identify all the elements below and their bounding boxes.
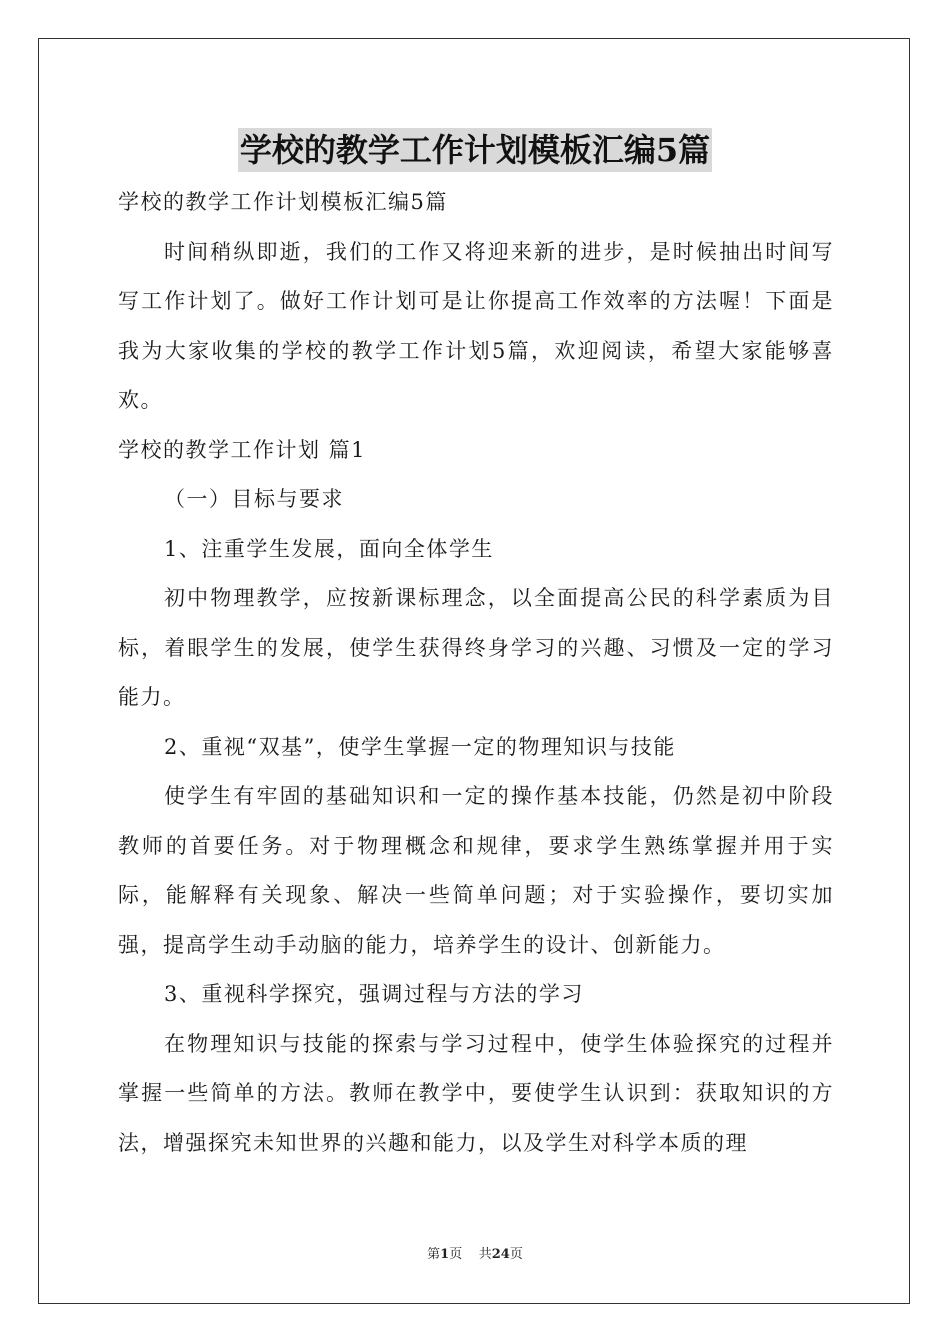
total-pages: 24 bbox=[491, 1247, 510, 1262]
title-container bbox=[0, 128, 950, 172]
total-prefix: 共 bbox=[478, 1247, 492, 1262]
page-number: 1 bbox=[440, 1247, 450, 1262]
list-heading: 2、重视“双基”，使学生掌握一定的物理知识与技能 bbox=[164, 734, 676, 759]
section-heading: 学校的教学工作计划 篇1 bbox=[118, 437, 367, 462]
list-heading: 1、注重学生发展，面向全体学生 bbox=[164, 536, 494, 561]
document-body bbox=[118, 178, 834, 1168]
page-suffix: 页 bbox=[449, 1247, 463, 1262]
document-title: 学校的教学工作计划模板汇编5篇 bbox=[238, 128, 712, 172]
paragraph: 使学生有牢固的基础知识和一定的操作基本技能，仍然是初中阶段教师的首要任务。对于物理概念和规律，要求学生熟练掌握并用于实际，能解释有关现象、解决一些简单问题；对于实验操作，要切实加强，提高学生动手动脑的能力，培养学生的设计、创新能力。 bbox=[118, 784, 834, 957]
subsection-heading: （一）目标与要求 bbox=[164, 487, 344, 511]
page-footer bbox=[0, 1246, 950, 1264]
paragraph: 在物理知识与技能的探索与学习过程中，使学生体验探究的过程并掌握一些简单的方法。教师在教学中，要使学生认识到：获取知识的方法，增强探究未知世界的兴趣和能力，以及学生对科学本质的理 bbox=[118, 1031, 834, 1155]
paragraph: 初中物理教学，应按新课标理念，以全面提高公民的科学素质为目标，着眼学生的发展，使学生获得终身学习的兴趣、习惯及一定的学习能力。 bbox=[118, 586, 834, 709]
paragraph: 学校的教学工作计划模板汇编5篇 bbox=[118, 190, 448, 214]
list-heading: 3、重视科学探究，强调过程与方法的学习 bbox=[164, 982, 584, 1006]
total-suffix: 页 bbox=[509, 1247, 523, 1262]
page-prefix: 第 bbox=[427, 1247, 441, 1262]
paragraph: 时间稍纵即逝，我们的工作又将迎来新的进步，是时候抽出时间写写工作计划了。做好工作计划可是让你提高工作效率的方法喔！下面是我为大家收集的学校的教学工作计划5篇，欢迎阅读，希望大家能够喜欢。 bbox=[118, 239, 834, 412]
